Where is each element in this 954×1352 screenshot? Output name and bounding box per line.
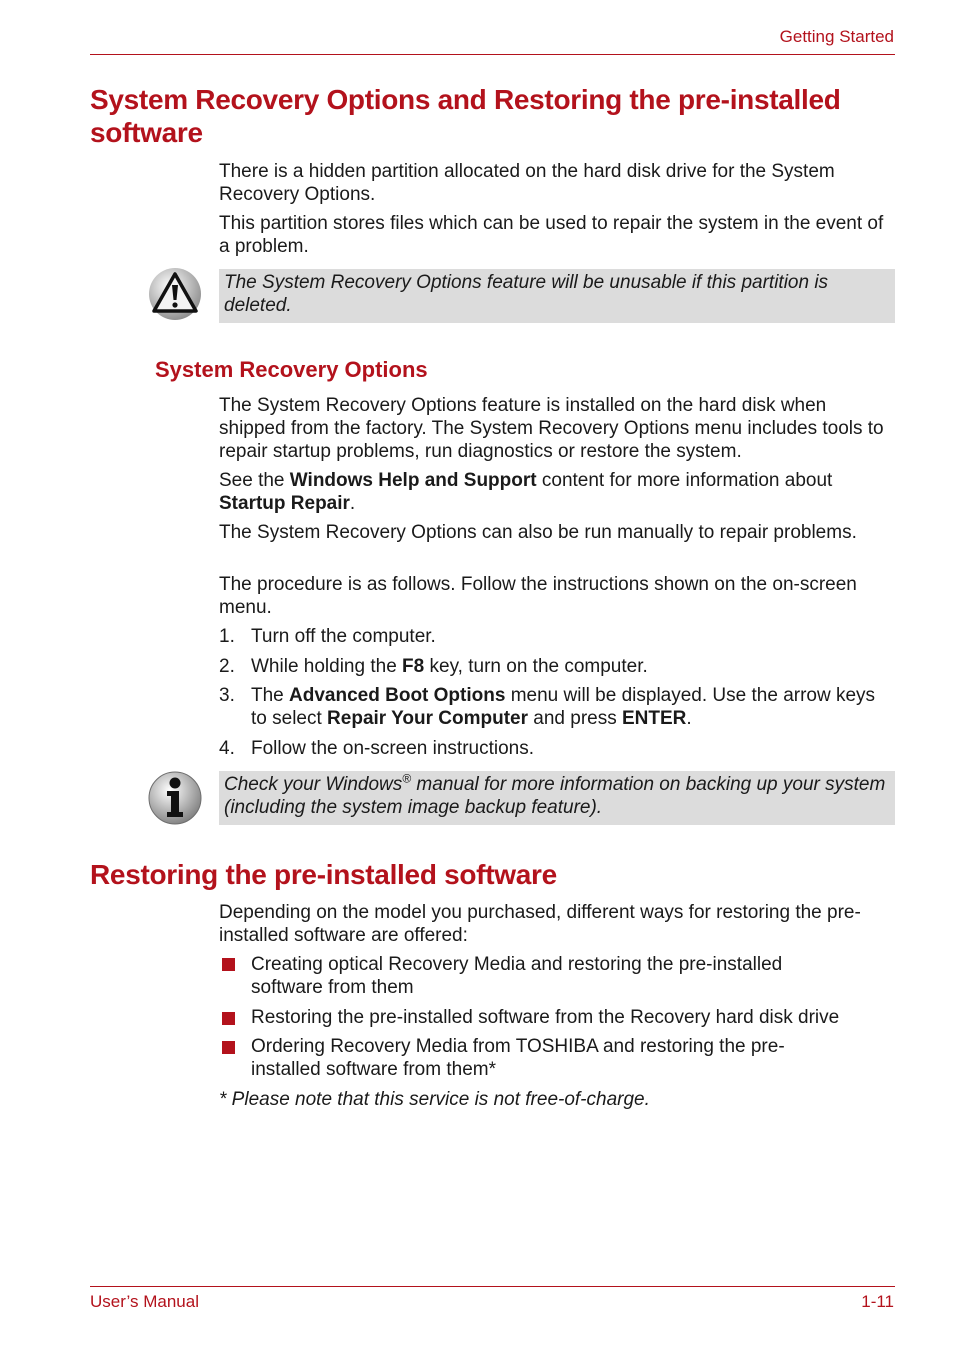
step-text-2: While holding the F8 key, turn on the computer. xyxy=(251,656,648,677)
footer-rule xyxy=(90,1286,895,1287)
bullet-item-1: Creating optical Recovery Media and restoring the pre-installed software from them xyxy=(251,954,783,998)
bullet-item-3: Ordering Recovery Media from TOSHIBA and restoring the pre-installed software from them* xyxy=(251,1036,785,1080)
page-title: System Recovery Options and Restoring the pre-installed software xyxy=(90,84,841,148)
info-note: Check your Windows® manual for more information on backing up your system (including the system image backup feature). xyxy=(219,771,895,825)
page-number: 1-11 xyxy=(861,1292,894,1311)
subsection-paragraph-2: See the Windows Help and Support content for more information about Startup Repair. xyxy=(219,470,833,514)
section-intro: Depending on the model you purchased, different ways for restoring the pre-installed software are offered: xyxy=(219,902,861,946)
header-rule xyxy=(90,54,895,55)
bullet-marker xyxy=(222,1012,235,1025)
bullet-item-2: Restoring the pre-installed software from the Recovery hard disk drive xyxy=(251,1007,840,1028)
step-number-1: 1. xyxy=(219,626,235,647)
warning-note: The System Recovery Options feature will be unusable if this partition is deleted. xyxy=(219,269,895,323)
footer-manual-name: User’s Manual xyxy=(90,1292,199,1311)
bullet-marker xyxy=(222,958,235,971)
subsection-paragraph-1: The System Recovery Options feature is installed on the hard disk when shipped from the factory. The System Recovery Options menu includes tools to repair startup problems, run diagnostics or restore the system. xyxy=(219,395,884,462)
footnote: * Please note that this service is not free-of-charge. xyxy=(219,1089,650,1110)
step-text-1: Turn off the computer. xyxy=(251,626,436,647)
info-icon xyxy=(148,771,202,825)
subsection-paragraph-3: The System Recovery Options can also be run manually to repair problems. xyxy=(219,522,857,543)
bullet-marker xyxy=(222,1041,235,1054)
step-number-2: 2. xyxy=(219,656,235,677)
subsection-paragraph-4: The procedure is as follows. Follow the instructions shown on the on-screen menu. xyxy=(219,574,857,618)
step-number-4: 4. xyxy=(219,738,235,759)
intro-paragraph-2: This partition stores files which can be used to repair the system in the event of a problem. xyxy=(219,213,884,257)
subsection-title: System Recovery Options xyxy=(155,357,428,382)
step-text-3: The Advanced Boot Options menu will be displayed. Use the arrow keys to select Repair Your Computer and press ENTER. xyxy=(251,685,876,729)
section-title: Restoring the pre-installed software xyxy=(90,859,557,890)
intro-paragraph-1: There is a hidden partition allocated on the hard disk drive for the System Recovery Options. xyxy=(219,161,835,205)
warning-triangle-icon xyxy=(148,266,202,322)
running-header: Getting Started xyxy=(779,27,894,46)
step-text-4: Follow the on-screen instructions. xyxy=(251,738,535,759)
step-number-3: 3. xyxy=(219,685,235,706)
